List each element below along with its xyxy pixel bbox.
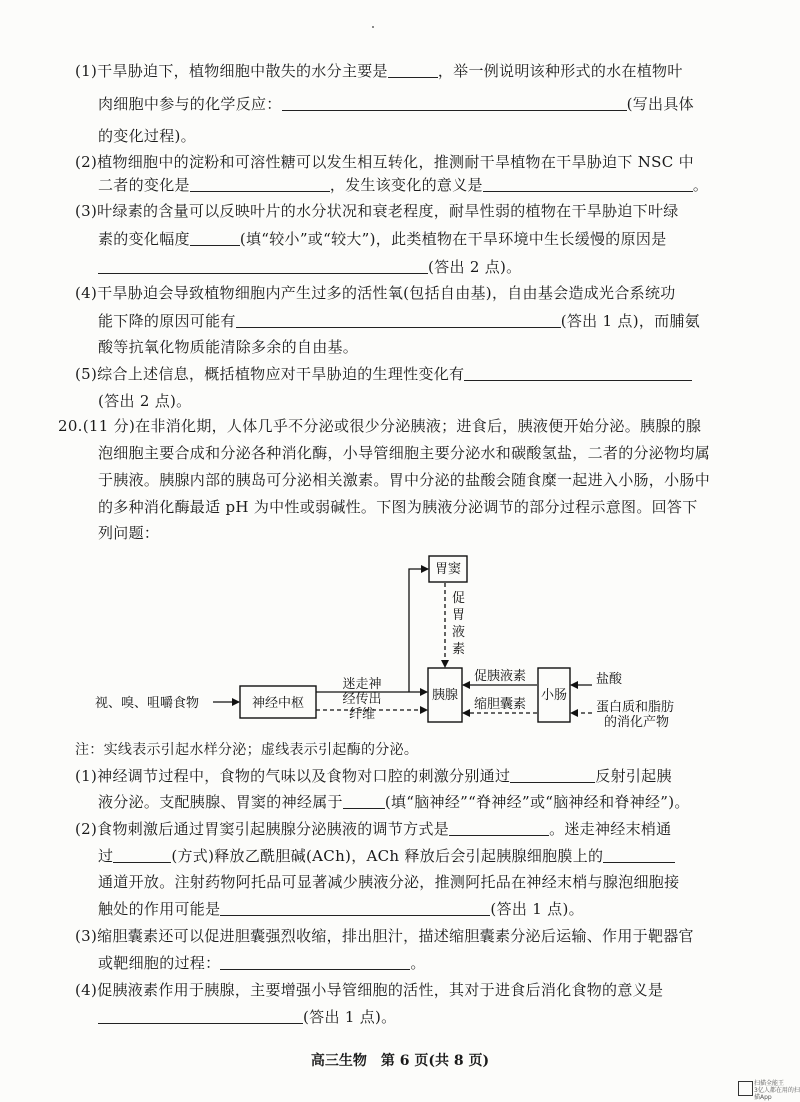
q20-4-line2: (答出 1 点)。	[98, 1007, 396, 1027]
q19-4-line3: 酸等抗氧化物质能清除多余的自由基。	[98, 338, 359, 356]
protein-label-1: 蛋白质和脂肪	[596, 700, 675, 715]
pancreas-label: 胰腺	[431, 688, 459, 703]
cck-label: 缩胆囊素	[473, 697, 527, 712]
gastrin-char-2: 胃	[452, 608, 466, 623]
q19-1-line3: 的变化过程)。	[98, 127, 196, 145]
center-box	[240, 686, 316, 718]
q20-3-line1: (3)缩胆囊素还可以促进胆囊强烈收缩，排出胆汁，描述缩胆囊素分泌后运输、作用于靶器官	[75, 927, 694, 945]
intestine-box	[538, 668, 570, 722]
q19-1-line1: (1)干旱胁迫下，植物细胞中散失的水分主要是 ，举一例说明该种形式的水在植物叶	[75, 62, 683, 80]
protein-label-2: 的消化产物	[604, 715, 670, 730]
gastrin-char-4: 素	[452, 642, 466, 657]
pancreas-box	[428, 668, 462, 722]
q19-4-line2: 能下降的原因可能有 (答出 1 点)，而脯氨	[98, 312, 701, 330]
q19-1-line2: 肉细胞中参与的化学反应： (写出具体	[98, 95, 694, 113]
q20-intro-line4: 的多种消化酶最适 pH 为中性或弱碱性。下图为胰液分泌调节的部分过程示意图。回答下	[98, 498, 698, 516]
food-label: 视、嗅、咀嚼食物	[95, 696, 200, 711]
q20-2-line4: 触处的作用可能是 (答出 1 点)。	[98, 900, 584, 918]
q19-2-line1: (2)植物细胞中的淀粉和可溶性糖可以发生相互转化，推测耐干旱植物在干旱胁迫下 NSC 中	[75, 153, 694, 171]
scanner-qr-icon	[738, 1081, 753, 1096]
q20-2-line1: (2)食物刺激后通过胃窦引起胰腺分泌胰液的调节方式是 。迷走神经末梢通	[75, 820, 672, 838]
acid-label: 盐酸	[596, 672, 623, 687]
q19-5-line1: (5)综合上述信息，概括植物应对干旱胁迫的生理性变化有	[75, 364, 692, 384]
q20-1-line1: (1)神经调节过程中，食物的气味以及食物对口腔的刺激分别通过 反射引起胰	[75, 767, 672, 785]
page-footer: 高三生物 第 6 页(共 8 页)	[310, 1053, 490, 1069]
center-label: 神经中枢	[251, 696, 305, 711]
q20-2-line3: 通道开放。注射药物阿托品可显著减少胰液分泌，推测阿托品在神经末梢与腺泡细胞接	[98, 873, 680, 891]
q20-intro-line2: 泡细胞主要合成和分泌各种消化酶，小导管细胞主要分泌水和碳酸氢盐，二者的分泌物均属	[98, 444, 711, 462]
q20-3-line2: 或靶细胞的过程： 。	[98, 954, 426, 972]
q20-2-line2: 过 (方式)释放乙酰胆碱(ACh)，ACh 释放后会引起胰腺细胞膜上的	[98, 846, 675, 866]
scan-speck	[372, 26, 374, 28]
q20-4-line1: (4)促胰液素作用于胰腺，主要增强小导管细胞的活性，其对于进食后消化食物的意义是	[75, 981, 664, 999]
q19-3-line2: 素的变化幅度 (填“较小”或“较大”)，此类植物在干旱环境中生长缓慢的原因是	[98, 230, 667, 248]
q20-intro-line3: 于胰液。胰腺内部的胰岛可分泌相关激素。胃中分泌的盐酸会随食糜一起进入小肠，小肠中	[98, 471, 711, 489]
vagus-label-3: 纤维	[348, 707, 376, 722]
q19-3-line3: (答出 2 点)。	[98, 257, 521, 277]
diagram-note: 注：实线表示引起水样分泌；虚线表示引起酶的分泌。	[75, 742, 419, 758]
q19-4-line1: (4)干旱胁迫会导致植物细胞内产生过多的活性氧(包括自由基)，自由基会造成光合系统功	[75, 284, 676, 302]
q20-intro-line5: 列问题：	[98, 524, 160, 542]
q19-5-line2: (答出 2 点)。	[98, 392, 192, 410]
vagus-label-1: 迷走神	[342, 677, 382, 692]
q20-1-line2: 液分泌。支配胰腺、胃窦的神经属于 (填“脑神经”“脊神经”或“脑神经和脊神经”)。	[98, 793, 690, 811]
q20-intro-line1: 20.(11 分)在非消化期，人体几乎不分泌或很少分泌胰液；进食后，胰液便开始分泌。胰腺的腺	[58, 417, 702, 435]
vagus-label-2: 经传出	[342, 692, 382, 707]
q19-3-line1: (3)叶绿素的含量可以反映叶片的水分状况和衰老程度，耐旱性弱的植物在干旱胁迫下叶绿	[75, 202, 679, 220]
stomach-box	[429, 556, 467, 582]
secretin-label: 促胰液素	[473, 669, 527, 684]
intestine-label: 小肠	[540, 688, 568, 703]
q19-2-line2: 二者的变化是 ，发生该变化的意义是 。	[98, 176, 709, 194]
stomach-label: 胃窦	[434, 562, 462, 577]
scanner-watermark: 扫描全能王 3亿人都在用的扫描App	[754, 1080, 800, 1101]
gastrin-char-1: 促	[452, 591, 466, 606]
nerve-to-stomach-arrow	[409, 569, 428, 692]
gastrin-char-3: 液	[452, 625, 466, 640]
